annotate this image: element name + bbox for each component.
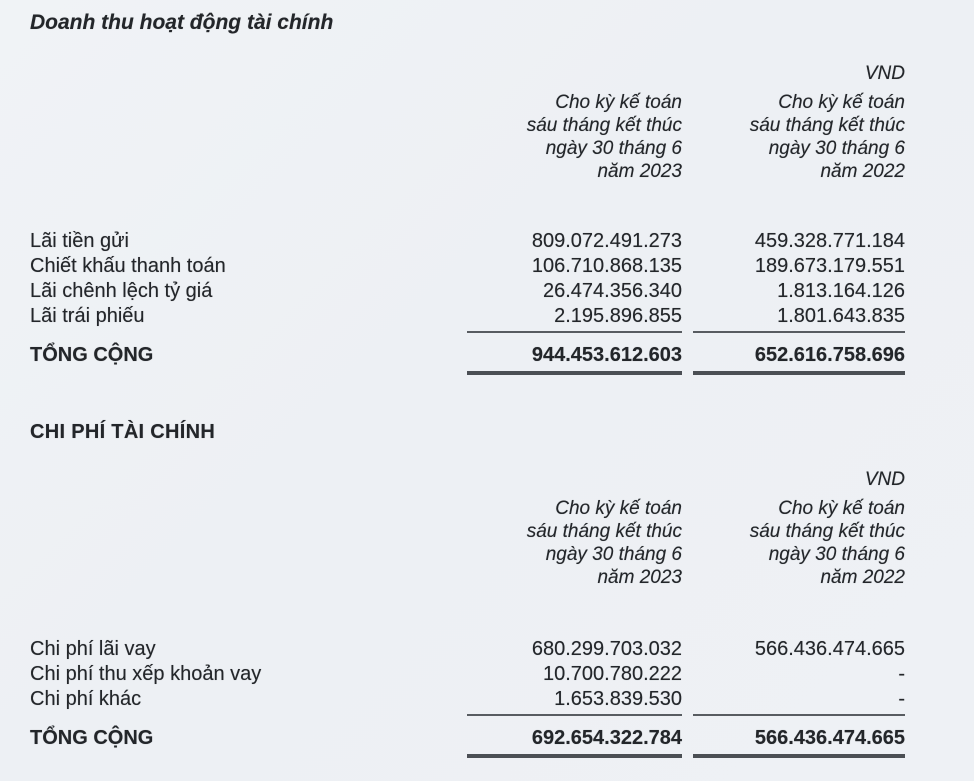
financial-income-section	[30, 10, 905, 375]
total-row	[30, 343, 905, 368]
header-line: năm 2023	[597, 567, 682, 588]
table-row	[30, 662, 905, 687]
total-value-2022: 652.616.758.696	[754, 344, 905, 366]
row-label: Lãi trái phiếu	[30, 305, 145, 327]
header-line: ngày 30 tháng 6	[768, 544, 905, 565]
income-rows	[30, 229, 905, 329]
value-2023: 1.653.839.530	[554, 688, 682, 710]
subtotal-rule-row	[30, 714, 905, 716]
row-label: Chi phí lãi vay	[30, 638, 156, 660]
financial-expenses-section	[30, 420, 905, 758]
column-header-2022	[682, 91, 905, 183]
header-line: Cho kỳ kế toán	[555, 92, 682, 113]
header-line: năm 2022	[820, 161, 905, 182]
table-row	[30, 687, 905, 712]
header-line: ngày 30 tháng 6	[768, 138, 905, 159]
value-2023: 106.710.868.135	[531, 255, 682, 277]
row-label: Chi phí khác	[30, 688, 142, 710]
table-row	[30, 304, 905, 329]
total-label: TỔNG CỘNG	[30, 344, 154, 366]
total-underline	[693, 754, 905, 758]
column-underline	[693, 714, 905, 716]
column-header-2023	[467, 497, 682, 589]
header-line: ngày 30 tháng 6	[545, 544, 682, 565]
total-value-2023: 692.654.322.784	[531, 727, 682, 749]
total-rule-row	[30, 371, 905, 375]
total-underline	[467, 754, 682, 758]
total-value-2022: 566.436.474.665	[754, 727, 905, 749]
currency-unit-label: VND	[864, 63, 905, 84]
row-label: Lãi chênh lệch tỷ giá	[30, 280, 213, 302]
total-underline	[693, 371, 905, 375]
header-line: sáu tháng kết thúc	[526, 521, 682, 542]
header-line: năm 2023	[597, 161, 682, 182]
table-row	[30, 229, 905, 254]
column-header-row	[30, 91, 905, 183]
value-2023: 10.700.780.222	[542, 663, 682, 685]
total-value-2023: 944.453.612.603	[531, 344, 682, 366]
value-2023: 2.195.896.855	[554, 305, 682, 327]
header-line: Cho kỳ kế toán	[778, 498, 905, 519]
table-row	[30, 254, 905, 279]
value-2023: 680.299.703.032	[531, 638, 682, 660]
value-2022: 1.801.643.835	[777, 305, 905, 327]
header-spacer	[30, 91, 467, 183]
column-header-2022	[682, 497, 905, 589]
currency-unit-label: VND	[864, 469, 905, 490]
header-line: sáu tháng kết thúc	[749, 521, 905, 542]
column-header-row	[30, 497, 905, 589]
value-2023: 809.072.491.273	[531, 230, 682, 252]
header-line: sáu tháng kết thúc	[749, 115, 905, 136]
column-underline	[467, 331, 682, 333]
table-row	[30, 279, 905, 304]
expense-rows	[30, 637, 905, 712]
header-line: Cho kỳ kế toán	[555, 498, 682, 519]
value-2022: -	[898, 688, 905, 710]
value-2022: 189.673.179.551	[754, 255, 905, 277]
value-2022: 566.436.474.665	[754, 638, 905, 660]
value-2022: 1.813.164.126	[777, 280, 905, 302]
section-title-financial-income: Doanh thu hoạt động tài chính	[30, 11, 334, 34]
total-row	[30, 726, 905, 751]
value-2022: -	[898, 663, 905, 685]
row-label: Chi phí thu xếp khoản vay	[30, 663, 262, 685]
header-line: Cho kỳ kế toán	[778, 92, 905, 113]
header-line: ngày 30 tháng 6	[545, 138, 682, 159]
header-spacer	[30, 497, 467, 589]
section-title-financial-expenses: CHI PHÍ TÀI CHÍNH	[30, 421, 216, 443]
total-rule-row	[30, 754, 905, 758]
header-line: sáu tháng kết thúc	[526, 115, 682, 136]
subtotal-rule-row	[30, 331, 905, 333]
table-row	[30, 637, 905, 662]
row-label: Chiết khấu thanh toán	[30, 255, 226, 277]
value-2023: 26.474.356.340	[542, 280, 682, 302]
column-header-2023	[467, 91, 682, 183]
total-label: TỔNG CỘNG	[30, 727, 154, 749]
value-2022: 459.328.771.184	[754, 230, 905, 252]
total-underline	[467, 371, 682, 375]
row-label: Lãi tiền gửi	[30, 230, 130, 252]
column-underline	[693, 331, 905, 333]
header-line: năm 2022	[820, 567, 905, 588]
column-underline	[467, 714, 682, 716]
